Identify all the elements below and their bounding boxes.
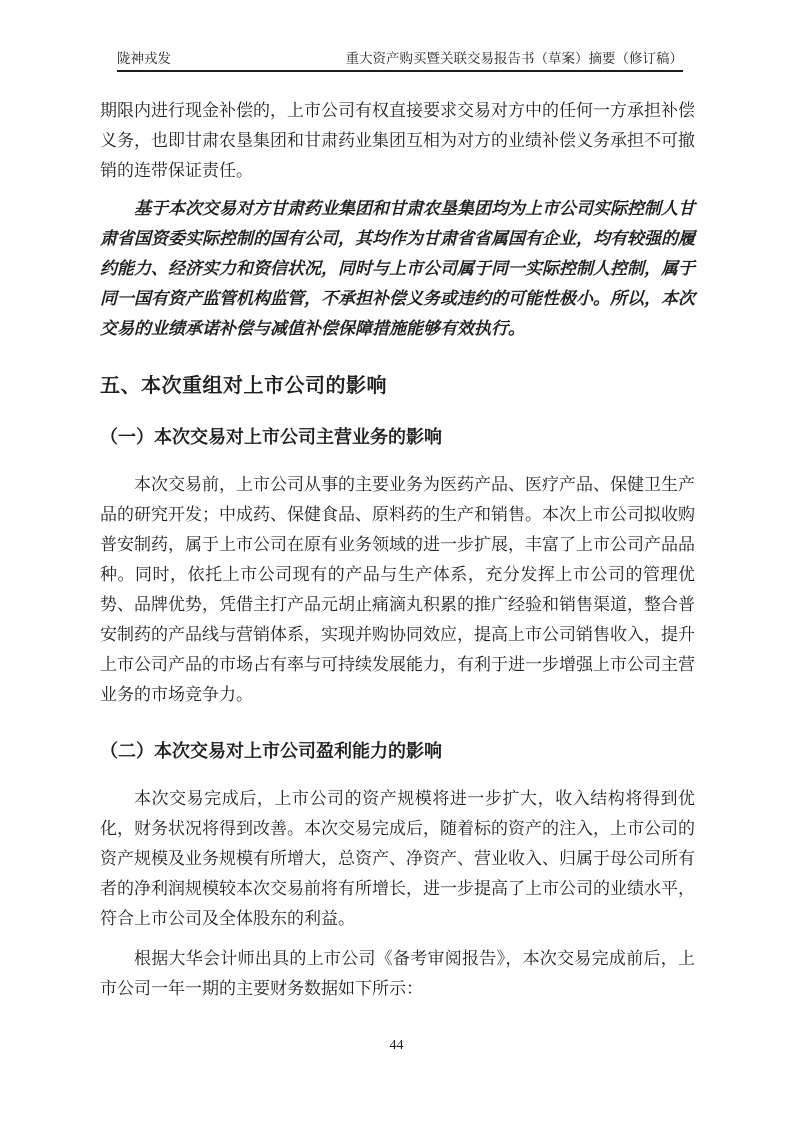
- section-heading: 五、本次重组对上市公司的影响: [100, 375, 387, 397]
- page-header: [117, 50, 683, 72]
- page-footer: [0, 1038, 793, 1054]
- main-business-paragraph: 本次交易前，上市公司从事的主要业务为医药产品、医疗产品、保健卫生产品的研究开发；中成药、保健食品、原料药的生产和销售。本次上市公司拟收购普安制药，属于上市公司在原有业务领域的进一步扩展，丰富了上市公司产品品种。同时，依托上市公司现有的产品与生产体系，充分发挥上市公司的管理优势、品牌优势，凭借主打产品元胡止痛滴丸积累的推广经验和销售渠道，整合普安制药的产品线与营销体系，实现并购协同效应，提高上市公司销售收入，提升上市公司产品的市场占有率与可持续发展能力，有利于进一步增强上市公司主营业务的市场竞争力。: [100, 475, 695, 704]
- report-intro-paragraph: 根据大华会计师出具的上市公司《备考审阅报告》，本次交易完成前后，上市公司一年一期的主要财务数据如下所示：: [100, 949, 695, 998]
- header-document-title: 重大资产购买暨关联交易报告书（草案）摘要（修订稿）: [345, 51, 683, 66]
- page-number: 44: [389, 1038, 404, 1053]
- subsection-heading-main-business: （一）本次交易对上市公司主营业务的影响: [100, 427, 442, 447]
- continuation-paragraph: 期限内进行现金补偿的，上市公司有权直接要求交易对方中的任何一方承担补偿义务，也即甘肃农垦集团和甘肃药业集团互相为对方的业绩补偿义务承担不可撤销的连带保证责任。: [100, 101, 695, 180]
- profitability-paragraph: 本次交易完成后，上市公司的资产规模将进一步扩大，收入结构将得到优化，财务状况将得到改善。本次交易完成后，随着标的资产的注入，上市公司的资产规模及业务规模有所增大，总资产、净资产、营业收入、归属于母公司所有者的净利润规模较本次交易前将有所增长，进一步提高了上市公司的业绩水平，符合上市公司及全体股东的利益。: [100, 789, 695, 928]
- header-company-short-name: 陇神戎发: [117, 51, 171, 66]
- emphasis-paragraph: 基于本次交易对方甘肃药业集团和甘肃农垦集团均为上市公司实际控制人甘肃省国资委实际控制的国有公司，其均作为甘肃省省属国有企业，均有较强的履约能力、经济实力和资信状况，同时与上市公司属于同一实际控制人控制，属于同一国有资产监管机构监管，不承担补偿义务或违约的可能性极小。所以，本次交易的业绩承诺补偿与减值补偿保障措施能够有效执行。: [100, 199, 695, 338]
- document-body: [100, 96, 695, 1004]
- subsection-heading-profitability: （二）本次交易对上市公司盈利能力的影响: [100, 741, 442, 761]
